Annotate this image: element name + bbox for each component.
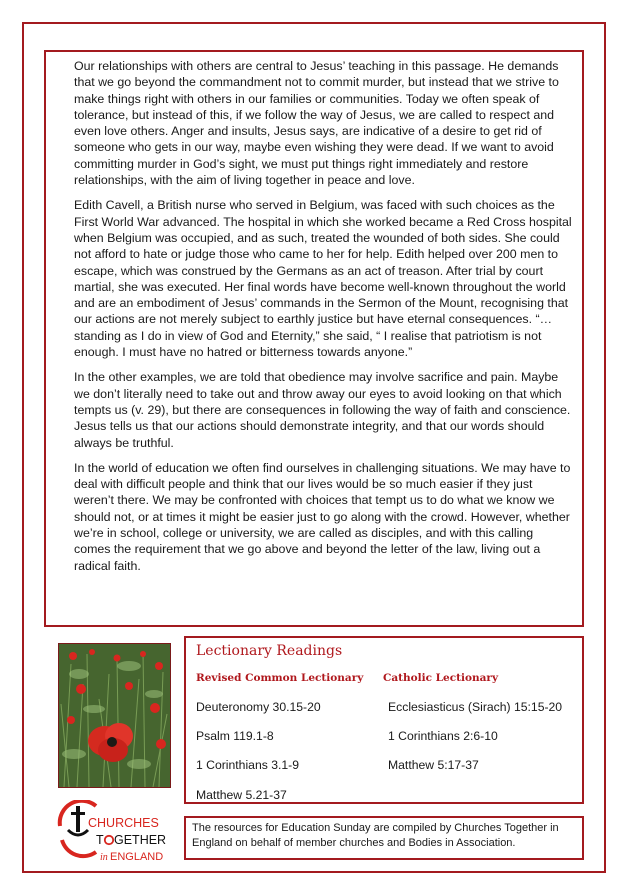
churches-together-logo [56,800,176,866]
rcl-reading: Deuteronomy 30.15-20 [196,700,321,714]
logo-line1: CHURCHES [88,816,159,830]
logo-line2-b: GETHER [114,833,167,847]
catholic-reading: 1 Corinthians 2:6-10 [388,729,498,743]
article-paragraph: Our relationships with others are central to Jesus’ teaching in this passage. He demands that we go beyond the commandment not to commit murder, but instead that we strive to make things right with others in our families or communities. Today we often speak of tolerance, but instead of this, if we follow the way of Jesus, we are called to respect and even love others. Anger and insults, Jesus says, are indicative of a desire to get rid of someone who gets in our way, maybe even wishing they were dead. If we want to avoid committing murder in God’s sight, we must put things right immediately and restore relationships, with the aim of living together in peace and love. [74,59,559,188]
poppy-photo [58,643,171,788]
rcl-reading: 1 Corinthians 3.1-9 [196,758,299,772]
catholic-heading: Catholic Lectionary [383,672,499,684]
article-paragraph: In the world of education we often find ourselves in challenging situations. We may have to deal with difficult people and think that our lives would be so much easier if they just weren’t there. We may be confronted with choices that tempt us to do what we know we should not, or at times it might be easier just to go along with the crowd. However, whether we’re in school, college or university, we are called as disciples, and with this calling comes the requirement that we go above and beyond the letter of the law, living out a radical faith. [74,460,571,573]
footer-text: The resources for Education Sunday are compiled by Churches Together in England on behalf of member churches and Bodies in Association. [192,822,559,849]
footer-note-box [184,816,584,860]
rcl-reading: Psalm 119.1-8 [196,729,274,743]
logo-line2-a: T [96,833,104,847]
readings-title: Lectionary Readings [196,643,343,659]
poppy-image [59,644,170,787]
lectionary-readings-box [184,636,584,804]
catholic-reading: Matthew 5:17-37 [388,758,479,772]
rcl-reading: Matthew 5.21-37 [196,788,287,802]
rcl-heading: Revised Common Lectionary [196,672,364,684]
logo-line3-b: ENGLAND [110,851,164,863]
article-paragraph: Edith Cavell, a British nurse who served in Belgium, was faced with such choices as the First World War advanced. The hospital in which she worked became a Red Cross hospital when Belgium was occupied, and as such, treated the wounded of both sides. She could not afford to hate or judge those who came to her for help. Edith helped over 200 men to escape, which was construed by the Germans as an act of treason. After trial by court martial, she was executed. Her final words have become well-known throughout the world and are an embodiment of Jesus’ commands in the Sermon of the Mount, recognising that our actions are not merely subject to earthly justice but have eternal consequences. “…standing as I do in view of God and Eternity,” she said, “ I realise that patriotism is not enough. I must have no hatred or bitterness towards anyone.” [74,198,572,360]
article-paragraph: In the other examples, we are told that obedience may involve sacrifice and pain. Maybe we don’t literally need to take out and throw away our eyes to avoid looking on that which tempts us (v. 29), but there are consequences in following the way of faith and conscience. Jesus tells us that our actions should demonstrate integrity, and that our words should always be truthful. [74,370,571,450]
catholic-reading: Ecclesiasticus (Sirach) 15:15-20 [388,700,563,714]
logo-o-ring-icon [105,836,113,844]
ctie-logo-mark [56,800,176,866]
article-box [44,50,584,627]
logo-line3-a: in [100,852,108,863]
